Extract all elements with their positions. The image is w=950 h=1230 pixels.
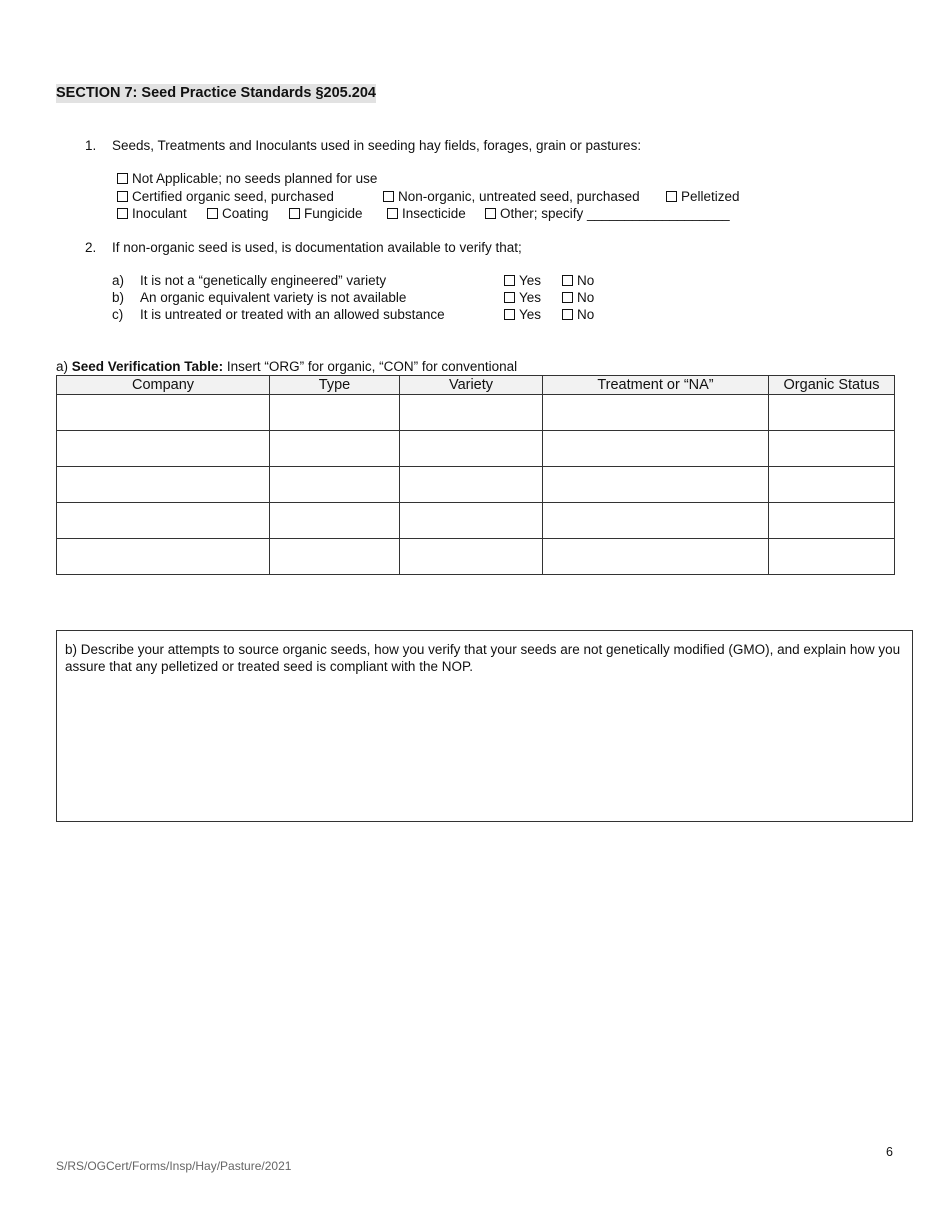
table-cell[interactable] — [543, 395, 769, 431]
checkbox[interactable] — [562, 292, 573, 303]
checkbox[interactable] — [289, 208, 300, 219]
column-header-type: Type — [270, 376, 400, 395]
describe-seed-sourcing-box[interactable] — [56, 630, 913, 822]
q2-item-a-yes[interactable]: Yes — [504, 273, 541, 288]
table-cell[interactable] — [543, 503, 769, 539]
option-pelletized[interactable]: Pelletized — [666, 189, 740, 204]
checkbox[interactable] — [207, 208, 218, 219]
table-cell[interactable] — [543, 539, 769, 575]
question-number: 1. — [85, 138, 97, 153]
checkbox[interactable] — [387, 208, 398, 219]
table-cell[interactable] — [270, 539, 400, 575]
checkbox[interactable] — [117, 191, 128, 202]
checkbox[interactable] — [117, 208, 128, 219]
question-number: 2. — [85, 240, 97, 255]
table-cell[interactable] — [270, 395, 400, 431]
checkbox[interactable] — [504, 309, 515, 320]
table-cell[interactable] — [543, 467, 769, 503]
checkbox[interactable] — [666, 191, 677, 202]
table-cell[interactable] — [769, 539, 895, 575]
table-row — [57, 467, 895, 503]
table-cell[interactable] — [400, 431, 543, 467]
column-header-variety: Variety — [400, 376, 543, 395]
table-cell[interactable] — [270, 467, 400, 503]
checkbox[interactable] — [504, 292, 515, 303]
checkbox[interactable] — [562, 309, 573, 320]
option-fungicide[interactable]: Fungicide — [289, 206, 363, 221]
option-non-organic[interactable]: Non-organic, untreated seed, purchased — [383, 189, 640, 204]
table-cell[interactable] — [769, 467, 895, 503]
table-cell[interactable] — [400, 395, 543, 431]
table-cell[interactable] — [769, 431, 895, 467]
option-certified-organic[interactable]: Certified organic seed, purchased — [117, 189, 334, 204]
table-cell[interactable] — [400, 467, 543, 503]
option-insecticide[interactable]: Insecticide — [387, 206, 466, 221]
table-cell[interactable] — [57, 431, 270, 467]
table-cell[interactable] — [769, 503, 895, 539]
question-2 — [85, 240, 522, 255]
q2-item-a-no[interactable]: No — [562, 273, 594, 288]
table-cell[interactable] — [400, 503, 543, 539]
question-1 — [85, 138, 641, 153]
table-cell[interactable] — [57, 395, 270, 431]
checkbox[interactable] — [383, 191, 394, 202]
describe-prompt: b) Describe your attempts to source organic seeds, how you verify that your seeds are not genetically modified (GMO), and explain how you assure that any pelletized or treated seed is compliant with the NOP. — [65, 642, 901, 674]
seed-verification-table — [56, 375, 895, 575]
table-cell[interactable] — [400, 539, 543, 575]
page-number: 6 — [886, 1145, 893, 1159]
column-header-treatment: Treatment or “NA” — [543, 376, 769, 395]
q2-item-b: b) An organic equivalent variety is not available — [112, 290, 407, 305]
q2-item-b-yes[interactable]: Yes — [504, 290, 541, 305]
table-header-row — [57, 376, 895, 395]
section-title: SECTION 7: Seed Practice Standards §205.204 — [56, 85, 376, 101]
q2-item-a: a) It is not a “genetically engineered” variety — [112, 273, 387, 288]
table-row — [57, 395, 895, 431]
q2-item-c-no[interactable]: No — [562, 307, 594, 322]
column-header-organic-status: Organic Status — [769, 376, 895, 395]
checkbox[interactable] — [117, 173, 128, 184]
table-cell[interactable] — [543, 431, 769, 467]
table-cell[interactable] — [57, 539, 270, 575]
column-header-company: Company — [57, 376, 270, 395]
option-not-applicable[interactable]: Not Applicable; no seeds planned for use — [117, 171, 377, 186]
checkbox[interactable] — [562, 275, 573, 286]
question-text: Seeds, Treatments and Inoculants used in seeding hay fields, forages, grain or pastures: — [112, 138, 642, 153]
seed-table-caption: a) Seed Verification Table: Insert “ORG” for organic, “CON” for conventional — [56, 359, 518, 374]
table-cell[interactable] — [270, 503, 400, 539]
table-row — [57, 539, 895, 575]
table-cell[interactable] — [270, 431, 400, 467]
seed-table-title: Seed Verification Table: — [71, 359, 224, 374]
q2-item-b-no[interactable]: No — [562, 290, 594, 305]
q2-item-c: c) It is untreated or treated with an allowed substance — [112, 307, 445, 322]
question-text: If non-organic seed is used, is documentation available to verify that; — [112, 240, 522, 255]
checkbox[interactable] — [504, 275, 515, 286]
option-coating[interactable]: Coating — [207, 206, 269, 221]
form-id: S/RS/OGCert/Forms/Insp/Hay/Pasture/2021 — [56, 1159, 292, 1173]
option-inoculant[interactable]: Inoculant — [117, 206, 187, 221]
option-other[interactable]: Other; specify ___________________ — [485, 206, 730, 221]
checkbox[interactable] — [485, 208, 496, 219]
q2-item-c-yes[interactable]: Yes — [504, 307, 541, 322]
table-row — [57, 503, 895, 539]
table-cell[interactable] — [57, 467, 270, 503]
table-row — [57, 431, 895, 467]
table-cell[interactable] — [57, 503, 270, 539]
table-cell[interactable] — [769, 395, 895, 431]
